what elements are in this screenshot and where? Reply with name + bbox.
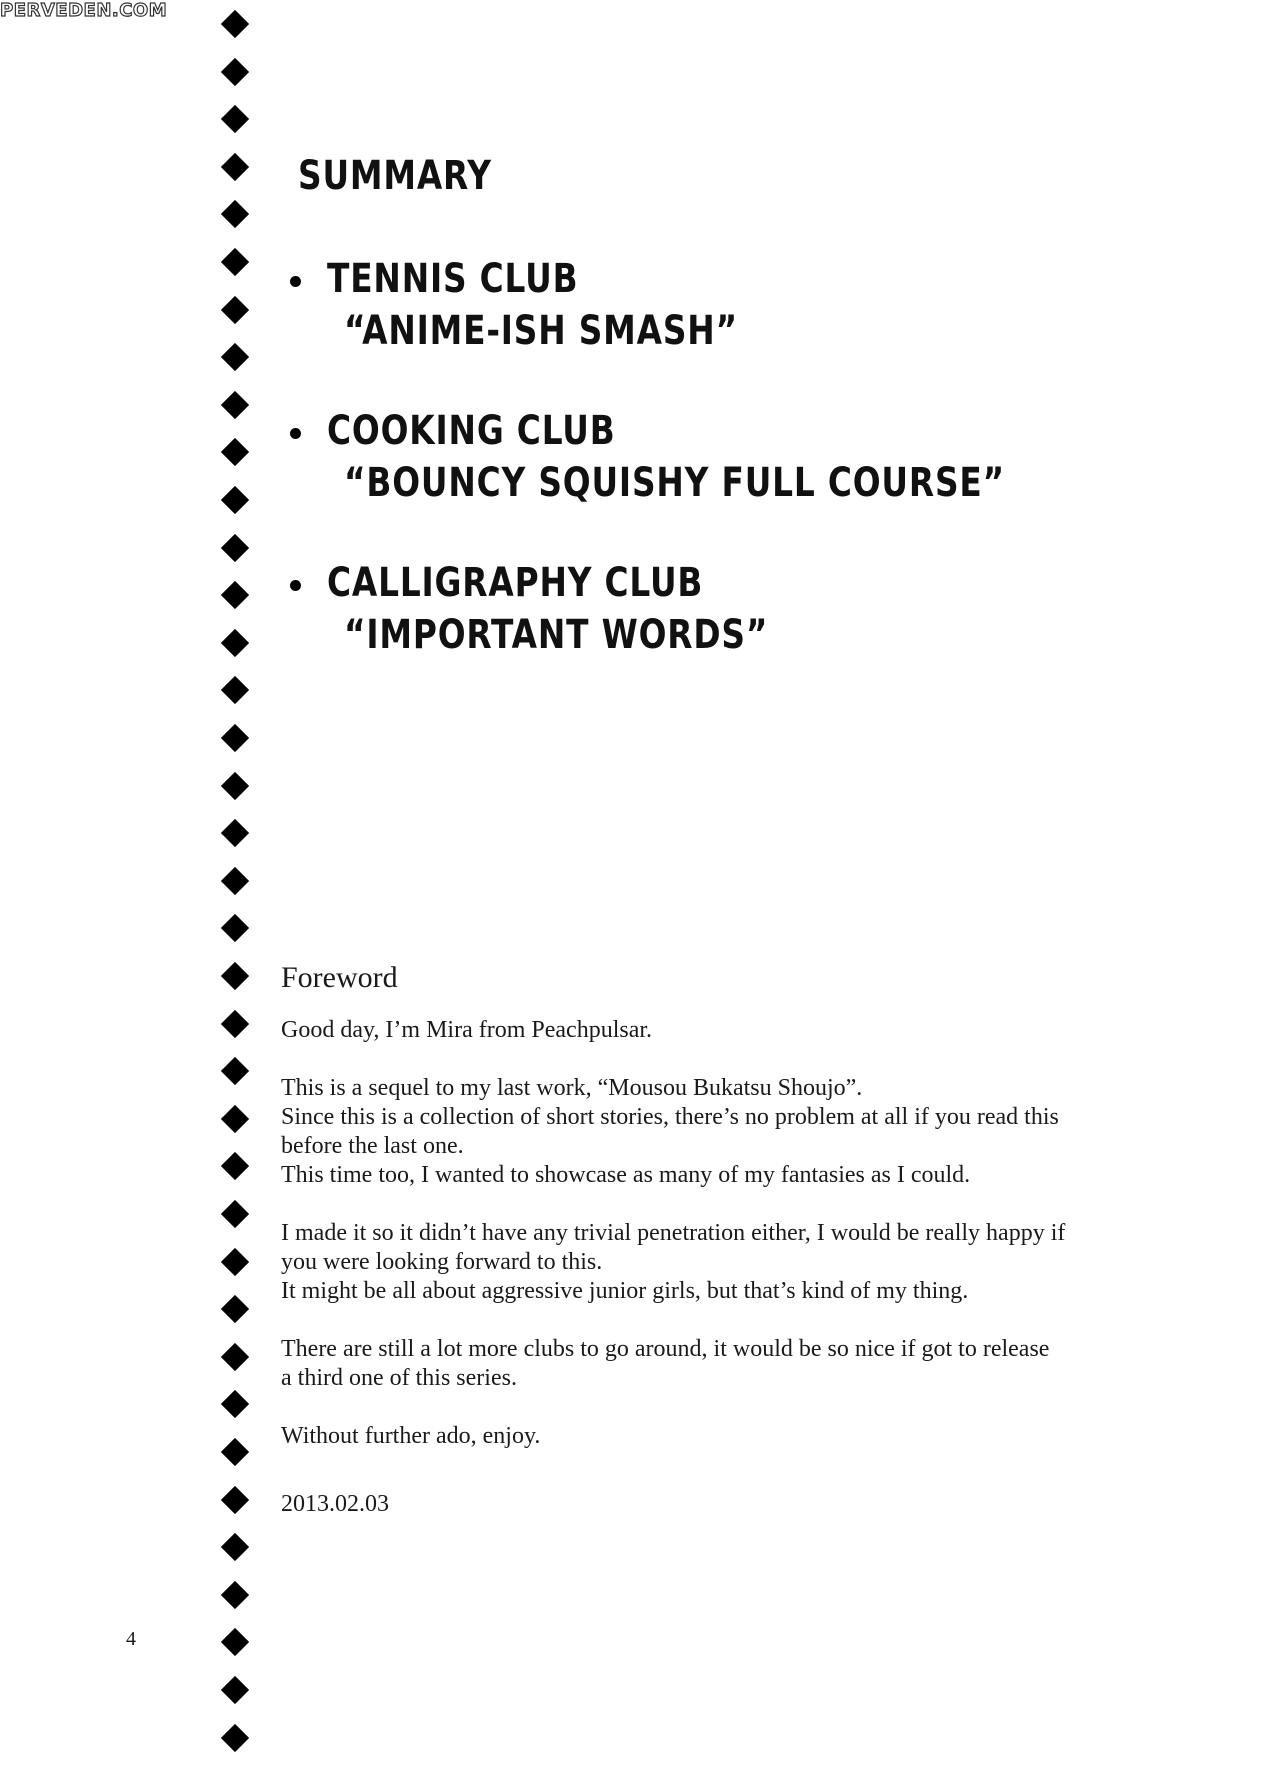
story-title: “ANIME-ISH SMASH” bbox=[344, 308, 738, 354]
diamond-icon bbox=[221, 914, 249, 942]
diamond-icon bbox=[221, 1152, 249, 1180]
foreword-line: you were looking forward to this. bbox=[281, 1249, 603, 1275]
story-title: “IMPORTANT WORDS” bbox=[344, 612, 769, 658]
diamond-icon bbox=[221, 962, 249, 990]
diamond-icon bbox=[221, 1343, 249, 1371]
bullet-icon bbox=[290, 580, 301, 591]
diamond-icon bbox=[221, 296, 249, 324]
foreword-paragraph bbox=[281, 1422, 1121, 1451]
diamond-icon bbox=[221, 248, 249, 276]
foreword-line: This is a sequel to my last work, “Mousou Bukatsu Shoujo”. bbox=[281, 1075, 863, 1101]
diamond-icon bbox=[221, 1105, 249, 1133]
diamond-icon bbox=[221, 200, 249, 228]
foreword-paragraph bbox=[281, 1335, 1121, 1393]
foreword-line: This time too, I wanted to showcase as many of my fantasies as I could. bbox=[281, 1162, 971, 1188]
club-name: CALLIGRAPHY CLUB bbox=[327, 560, 704, 606]
summary-title: SUMMARY bbox=[298, 153, 492, 199]
foreword-line: I made it so it didn’t have any trivial penetration either, I would be really happy if bbox=[281, 1220, 1066, 1246]
diamond-icon bbox=[221, 1533, 249, 1561]
foreword-date: 2013.02.03 bbox=[281, 1491, 389, 1517]
diamond-border bbox=[222, 0, 248, 1779]
foreword-paragraph bbox=[281, 1219, 1121, 1306]
diamond-icon bbox=[221, 1057, 249, 1085]
diamond-icon bbox=[221, 867, 249, 895]
diamond-icon bbox=[221, 486, 249, 514]
diamond-icon bbox=[221, 724, 249, 752]
story-title: “BOUNCY SQUISHY FULL COURSE” bbox=[344, 460, 1006, 506]
diamond-icon bbox=[221, 629, 249, 657]
diamond-icon bbox=[221, 1724, 249, 1752]
bullet-icon bbox=[290, 276, 301, 287]
diamond-icon bbox=[221, 1390, 249, 1418]
diamond-icon bbox=[221, 1248, 249, 1276]
diamond-icon bbox=[221, 1438, 249, 1466]
diamond-icon bbox=[221, 819, 249, 847]
club-name: COOKING CLUB bbox=[327, 408, 616, 454]
page-number: 4 bbox=[126, 1628, 136, 1650]
diamond-icon bbox=[221, 1581, 249, 1609]
diamond-icon bbox=[221, 1628, 249, 1656]
diamond-icon bbox=[221, 676, 249, 704]
diamond-icon bbox=[221, 581, 249, 609]
bullet-icon bbox=[290, 428, 301, 439]
site-watermark: PERVEDEN.COM bbox=[0, 0, 216, 22]
foreword-line: It might be all about aggressive junior girls, but that’s kind of my thing. bbox=[281, 1278, 969, 1304]
foreword-line: Without further ado, enjoy. bbox=[281, 1423, 541, 1449]
diamond-icon bbox=[221, 10, 249, 38]
foreword-title: Foreword bbox=[281, 961, 398, 994]
diamond-icon bbox=[221, 391, 249, 419]
diamond-icon bbox=[221, 153, 249, 181]
foreword-line: a third one of this series. bbox=[281, 1365, 517, 1391]
foreword-line: There are still a lot more clubs to go around, it would be so nice if got to release bbox=[281, 1336, 1050, 1362]
foreword-section bbox=[281, 958, 1121, 1480]
diamond-icon bbox=[221, 1200, 249, 1228]
diamond-icon bbox=[221, 772, 249, 800]
foreword-line: Good day, I’m Mira from Peachpulsar. bbox=[281, 1017, 653, 1043]
diamond-icon bbox=[221, 1486, 249, 1514]
foreword-line: Since this is a collection of short stories, there’s no problem at all if you read this bbox=[281, 1104, 1059, 1130]
diamond-icon bbox=[221, 343, 249, 371]
diamond-icon bbox=[221, 105, 249, 133]
diamond-icon bbox=[221, 1295, 249, 1323]
foreword-paragraph bbox=[281, 1016, 1121, 1045]
diamond-icon bbox=[221, 1676, 249, 1704]
diamond-icon bbox=[221, 438, 249, 466]
foreword-paragraph bbox=[281, 1074, 1121, 1190]
diamond-icon bbox=[221, 1010, 249, 1038]
diamond-icon bbox=[221, 58, 249, 86]
club-name: TENNIS CLUB bbox=[327, 256, 579, 302]
diamond-icon bbox=[221, 534, 249, 562]
foreword-line: before the last one. bbox=[281, 1133, 464, 1159]
